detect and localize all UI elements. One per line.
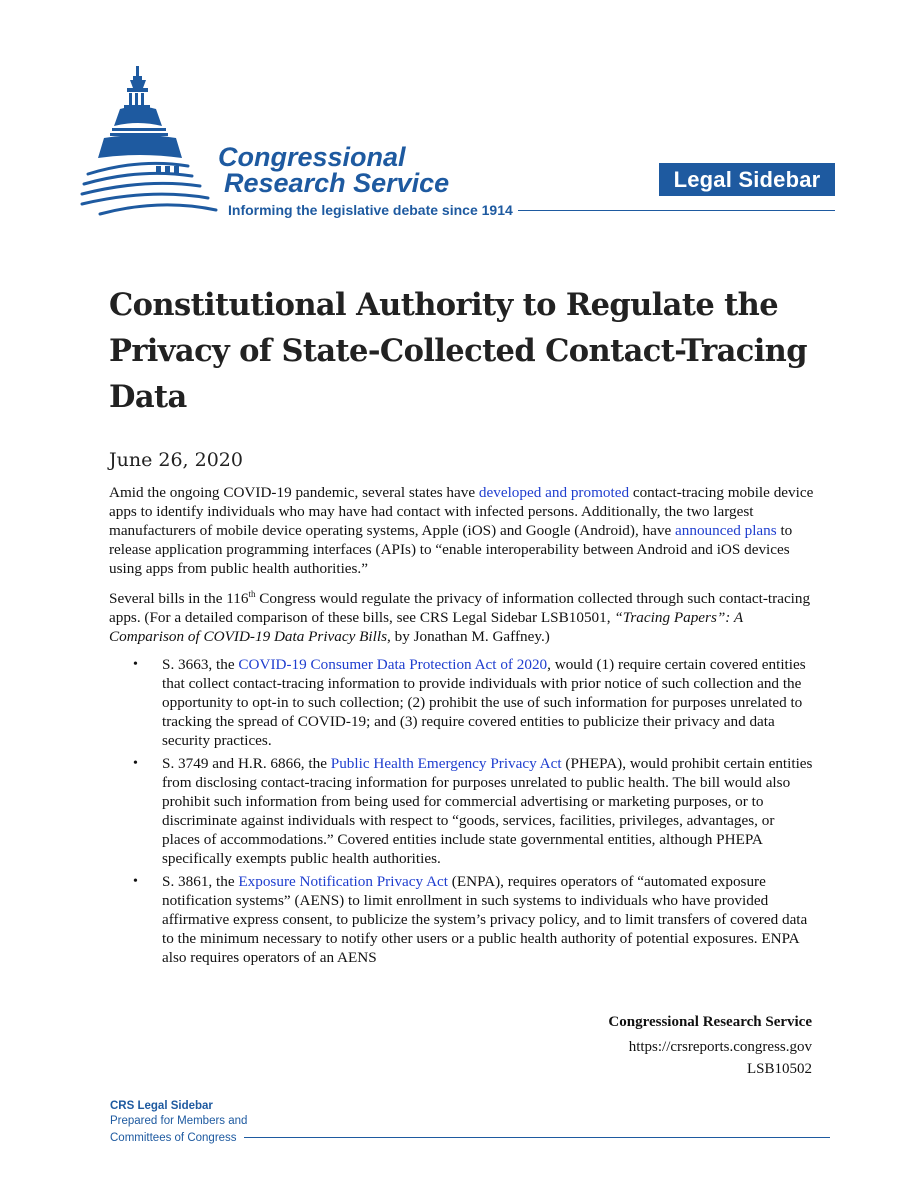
bullet-icon: •: [133, 874, 138, 889]
footer-rule: [244, 1137, 830, 1138]
org-name-line1: Congressional: [218, 142, 406, 172]
crs-capitol-dome-logo: [80, 66, 540, 218]
bullet-icon: •: [133, 756, 138, 771]
footer-report-code: LSB10502: [746, 1061, 812, 1077]
publication-date: June 26, 2020: [109, 449, 243, 471]
footer-url[interactable]: https://crsreports.congress.gov: [628, 1039, 812, 1055]
ordinal-suffix: th: [248, 588, 256, 599]
tagline-rule: [518, 210, 835, 211]
footer-committees: Committees of Congress: [110, 1132, 237, 1144]
public-health-emergency-privacy-act-link[interactable]: Public Health Emergency Privacy Act: [330, 755, 562, 772]
list-item: • S. 3749 and H.R. 6866, the Public Health Emergency Privacy Act (PHEPA), would prohibit certain entities from disclosing contact-tracing information for purposes unrelated to public health. The bill would also prohibit such information from being used for commercial advertising or marketing purposes, or to discriminate against individuals with respect to “goods, services, facilities, privileges, advantages, or places of accommodations.” Covered entities include state governmental entities, although PHEPA specifically exempts public health authorities.: [133, 755, 813, 867]
cited-report-title: “Tracing Papers”: A Comparison of COVID-19 Data Privacy Bills: [109, 609, 743, 645]
bullet-icon: •: [133, 657, 138, 672]
footer-prepared-for: Prepared for Members and: [110, 1115, 248, 1127]
developed-and-promoted-link[interactable]: developed and promoted: [478, 484, 630, 501]
footer-org: Congressional Research Service: [608, 1014, 812, 1030]
announced-plans-link[interactable]: announced plans: [675, 522, 777, 539]
tagline-row: [228, 200, 835, 220]
intro-paragraph: Amid the ongoing COVID-19 pandemic, several states have developed and promoted contact-tracing mobile device apps to identify individuals who may have had contact with infected persons. Additionally, the two largest manufacturers of mobile device operating systems, Apple (iOS) and Google (Android), have announced plans to release application programming interfaces (APIs) to “enable interoperability between Android and iOS devices using apps from public health authorities.”: [109, 484, 814, 577]
org-name-line2: Research Service: [224, 168, 450, 198]
footer-series-label: CRS Legal Sidebar: [110, 1100, 213, 1112]
page-title: Constitutional Authority to Regulate the Privacy of State-Collected Contact-Tracing Data: [109, 287, 807, 415]
list-item: • S. 3663, the COVID-19 Consumer Data Protection Act of 2020, would (1) require certain covered entities that collect contact-tracing information to provide individuals with prior notice of such collection and the opportunity to opt-in to such collection; (2) prohibit the use of such information for purposes unrelated to tracking the spread of COVID-19; and (3) require covered entities to publicize their privacy and data security practices.: [133, 656, 806, 749]
list-item: • S. 3861, the Exposure Notification Privacy Act (ENPA), requires operators of “automated exposure notification systems” (AENS) to limit enrollment in such systems to individuals who have provided affirmative express consent, to publicize the system’s privacy policy, and to limit transfers of covered data to the minimum necessary to notify other users or a public health authority of potential exposures. ENPA also requires operators of an AENS: [133, 873, 808, 966]
covid-19-consumer-data-protection-act-link[interactable]: COVID-19 Consumer Data Protection Act of 2020: [238, 656, 548, 673]
tagline: Informing the legislative debate since 1914: [228, 202, 513, 218]
bills-paragraph: Several bills in the 116th Congress would regulate the privacy of information collected through such contact-tracing apps. (For a detailed comparison of these bills, see CRS Legal Sidebar LSB10501, “Tracing Papers”: A Comparison of COVID-19 Data Privacy Bills, by Jonathan M. Gaffney.): [109, 588, 811, 645]
bills-list: [109, 655, 814, 971]
exposure-notification-privacy-act-link[interactable]: Exposure Notification Privacy Act: [238, 873, 448, 890]
legal-sidebar-badge: Legal Sidebar: [659, 163, 835, 196]
